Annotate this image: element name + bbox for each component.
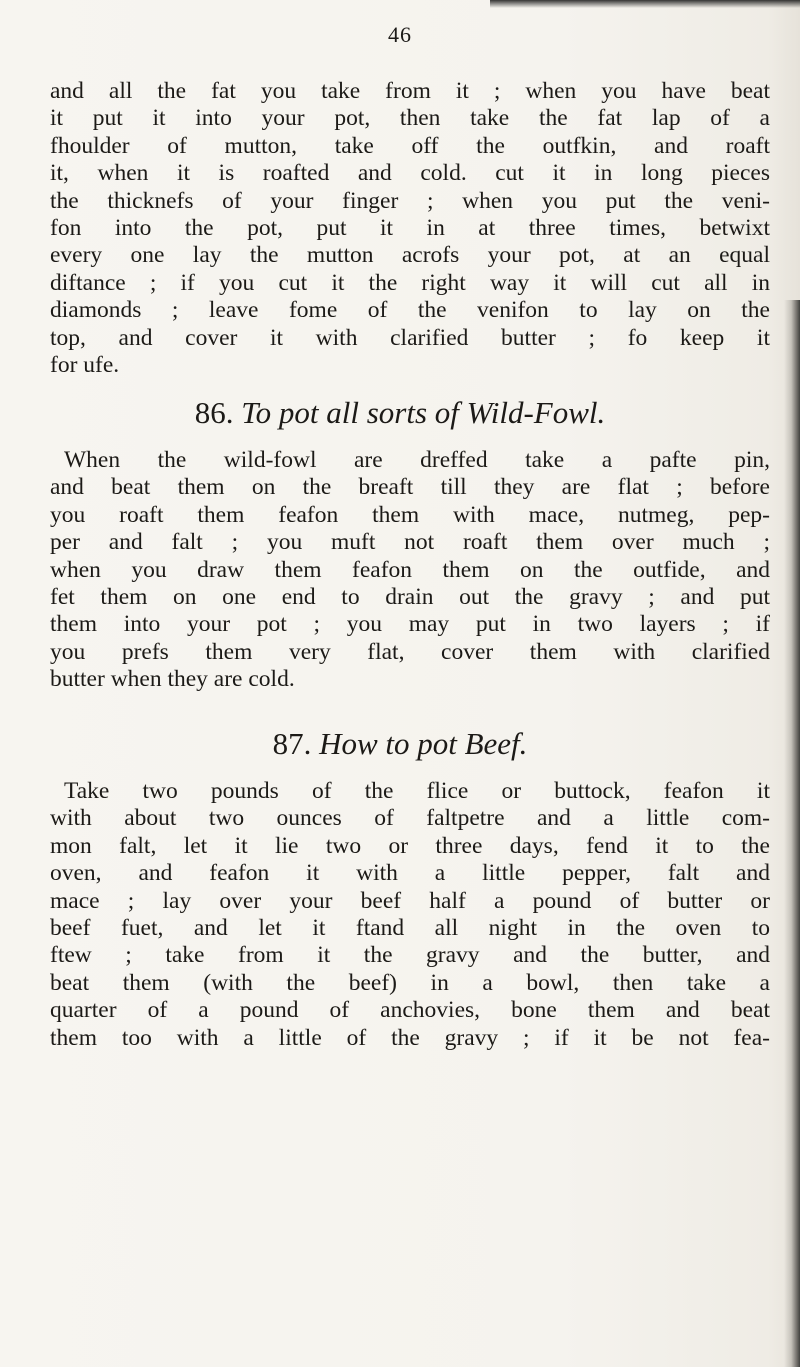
text-line: per and falt ; you muft not roaft them over much ; bbox=[50, 529, 770, 556]
text-line: you roaft them feafon them with mace, nutmeg, pep- bbox=[50, 501, 770, 528]
recipe-87-heading bbox=[0, 726, 800, 762]
text-line: beat them (with the beef) in a bowl, then take a bbox=[50, 969, 770, 996]
text-line: when you draw them feafon them on the outfide, and bbox=[50, 556, 770, 583]
recipe-86-body bbox=[50, 447, 770, 694]
text-line: them into your pot ; you may put in two layers ; if bbox=[50, 611, 770, 638]
recipe-title: How to pot Beef. bbox=[319, 726, 528, 761]
recipe-number: 87. bbox=[272, 726, 312, 761]
text-line: and beat them on the breaft till they are flat ; before bbox=[50, 474, 770, 501]
text-line: diamonds ; leave fome of the venifon to lay on the bbox=[50, 297, 770, 324]
text-line: fet them on one end to drain out the gravy ; and put bbox=[50, 584, 770, 611]
recipe-title: To pot all sorts of Wild-Fowl. bbox=[241, 395, 606, 430]
text-line: and all the fat you take from it ; when you have beat bbox=[50, 78, 770, 104]
text-line: top, and cover it with clarified butter ; fo keep it bbox=[50, 324, 770, 351]
text-line: quarter of a pound of anchovies, bone them and beat bbox=[50, 997, 770, 1024]
recipe-86-heading bbox=[0, 395, 800, 431]
page-top-shadow bbox=[490, 0, 800, 8]
paragraph-intro bbox=[50, 78, 770, 379]
text-line: Take two pounds of the flice or buttock, feafon it bbox=[64, 778, 770, 804]
text-line: When the wild-fowl are dreffed take a pafte pin, bbox=[64, 447, 770, 473]
text-line: oven, and feafon it with a little pepper, falt and bbox=[50, 860, 770, 887]
text-line: mon falt, let it lie two or three days, fend it to the bbox=[50, 832, 770, 859]
text-line: diftance ; if you cut it the right way it will cut all in bbox=[50, 269, 770, 296]
page-number: 46 bbox=[388, 22, 412, 47]
text-line: it put it into your pot, then take the fat lap of a bbox=[50, 105, 770, 132]
recipe-87-body bbox=[50, 778, 770, 1052]
text-line: the thicknefs of your finger ; when you put the veni- bbox=[50, 187, 770, 214]
text-line: fon into the pot, put it in at three times, betwixt bbox=[50, 215, 770, 242]
text-line: beef fuet, and let it ftand all night in the oven to bbox=[50, 915, 770, 942]
text-line: fhoulder of mutton, take off the outfkin, and roaft bbox=[50, 132, 770, 159]
text-line: ftew ; take from it the gravy and the butter, and bbox=[50, 942, 770, 969]
text-line: every one lay the mutton acrofs your pot, at an equal bbox=[50, 242, 770, 269]
text-line: mace ; lay over your beef half a pound of butter or bbox=[50, 887, 770, 914]
page-binding-edge bbox=[784, 300, 800, 1367]
text-line: you prefs them very flat, cover them with clarified bbox=[50, 638, 770, 665]
text-line: it, when it is roafted and cold. cut it in long pieces bbox=[50, 160, 770, 187]
recipe-number: 86. bbox=[194, 395, 234, 430]
text-line: them too with a little of the gravy ; if it be not fea- bbox=[50, 1024, 770, 1051]
text-line: butter when they are cold. bbox=[50, 666, 295, 693]
text-line: for ufe. bbox=[50, 352, 120, 379]
text-line: with about two ounces of faltpetre and a little com- bbox=[50, 805, 770, 832]
